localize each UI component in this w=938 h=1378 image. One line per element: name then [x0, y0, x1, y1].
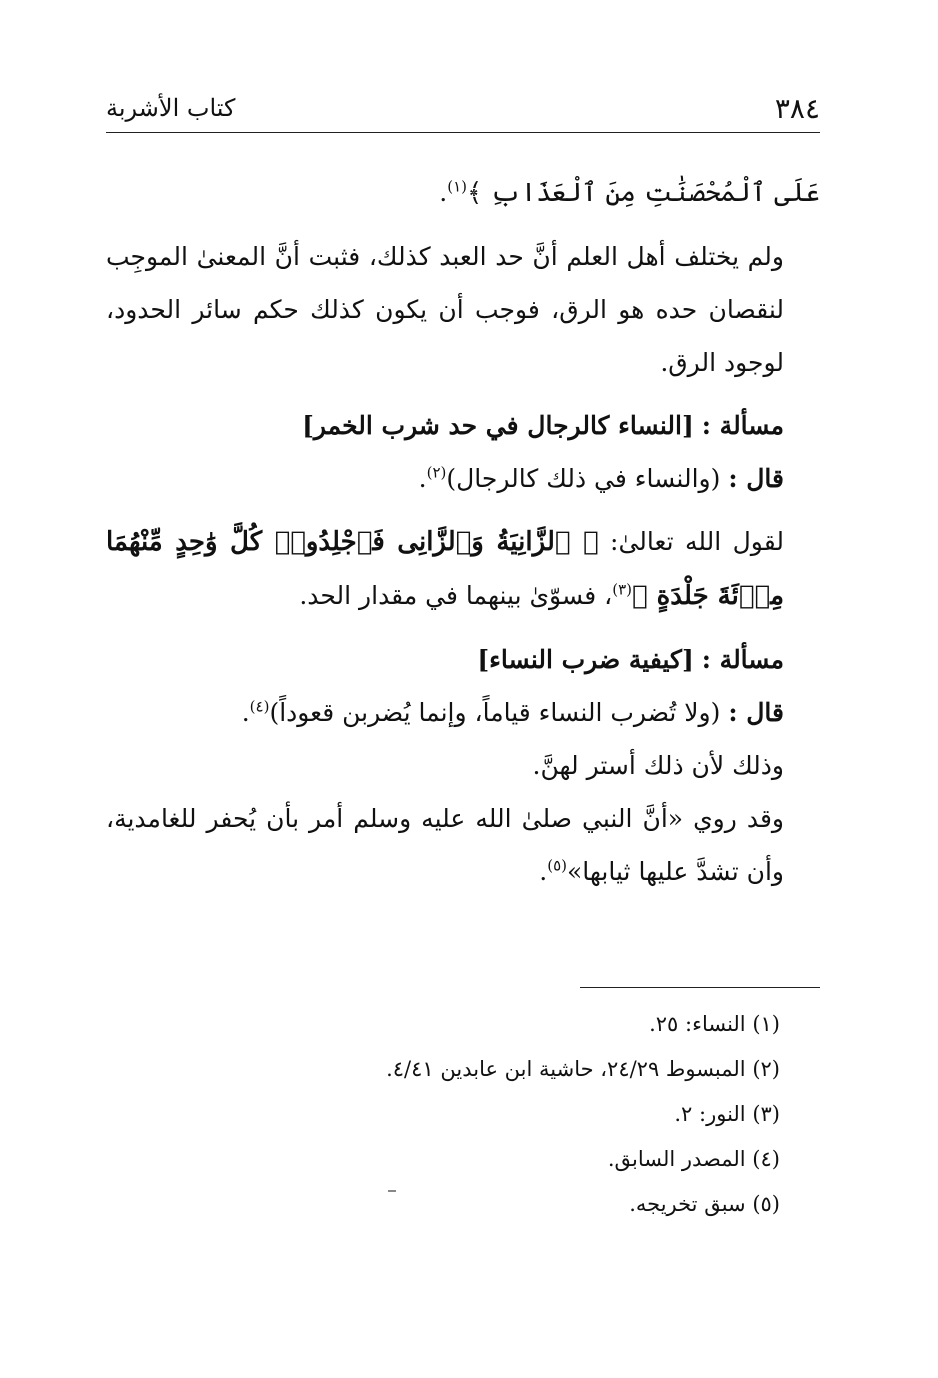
quran-verse: عَلَى ٱلْمُحْصَنَٰتِ مِنَ ٱلْعَذَابِ ﴾: [467, 178, 820, 208]
footnote-divider: [580, 987, 820, 988]
punctuation: .: [539, 857, 548, 886]
quran-verse: ﴿ ٱلزَّانِيَةُ وَٱلزَّانِى فَٱجْلِدُوا۟ كُلَّ وَٰحِدٍ مِّنْهُمَا مِا۟ئَةَ جَلْدَةٍ ﴾: [106, 527, 784, 611]
qal-text: (ولا تُضرب النساء قياماً، وإنما يُضربن قعوداً): [269, 698, 721, 727]
masala-label: مسألة :: [701, 411, 784, 440]
masala-title: [النساء كالرجال في حد شرب الخمر]: [302, 411, 694, 440]
qal-statement-1: [106, 452, 820, 505]
paragraph-2-start: لقول الله تعالىٰ:: [598, 527, 784, 556]
qal-statement-2: [106, 686, 820, 739]
paragraph-4-text: وقد روي «أنَّ النبي صلىٰ الله عليه وسلم أمر بأن يُحفر للغامدية، وأن تشدَّ عليها ثيابها»: [106, 804, 784, 886]
running-title: كتاب الأشربة: [106, 94, 236, 122]
paragraph-2: [106, 515, 820, 623]
main-text: [106, 166, 820, 898]
footnote-1: (١) النساء: ٢٥.: [649, 1012, 780, 1036]
print-speck: [388, 1190, 396, 1192]
punctuation: .: [418, 464, 427, 493]
footnotes: [106, 1002, 820, 1227]
footnote-3: (٣) النور: ٢.: [674, 1102, 780, 1126]
footnote-ref-2: (٢): [426, 463, 447, 482]
footnote-ref-5: (٥): [547, 856, 567, 875]
footnote-4: (٤) المصدر السابق.: [607, 1147, 780, 1171]
paragraph-2-end: ، فسوّىٰ بينهما في مقدار الحد.: [299, 581, 613, 610]
footnote-2: (٢) المبسوط ٢٤/٢٩، حاشية ابن عابدين ٤/٤١.: [386, 1057, 780, 1081]
qal-text: (والنساء في ذلك كالرجال): [446, 464, 721, 493]
paragraph-1: ولم يختلف أهل العلم أنَّ حد العبد كذلك، فثبت أنَّ المعنىٰ الموجِب لنقصان حده هو الرق، فوجب أن يكون كذلك حكم سائر الحدود، لوجود الرق.: [106, 242, 784, 377]
footnote-ref-3: (٣): [612, 580, 633, 599]
punctuation: .: [241, 698, 250, 727]
paragraph-4: [106, 792, 820, 898]
masala-heading-2: [106, 633, 820, 686]
masala-label: مسألة :: [701, 645, 784, 674]
footnote-ref-4: (٤): [249, 697, 270, 716]
masala-title: [كيفية ضرب النساء]: [477, 645, 694, 674]
verse-continuation: [106, 166, 820, 220]
footnote-ref-1: (١): [447, 177, 468, 196]
footnote-5: (٥) سبق تخريجه.: [629, 1192, 780, 1216]
masala-heading-1: [106, 399, 820, 452]
punctuation: .: [439, 178, 448, 207]
page-header: [106, 84, 820, 133]
paragraph-3: وذلك لأن ذلك أستر لهنَّ.: [532, 751, 784, 780]
qal-label: قال :: [728, 464, 784, 493]
page-number: ٣٨٤: [774, 92, 820, 125]
qal-label: قال :: [728, 698, 784, 727]
